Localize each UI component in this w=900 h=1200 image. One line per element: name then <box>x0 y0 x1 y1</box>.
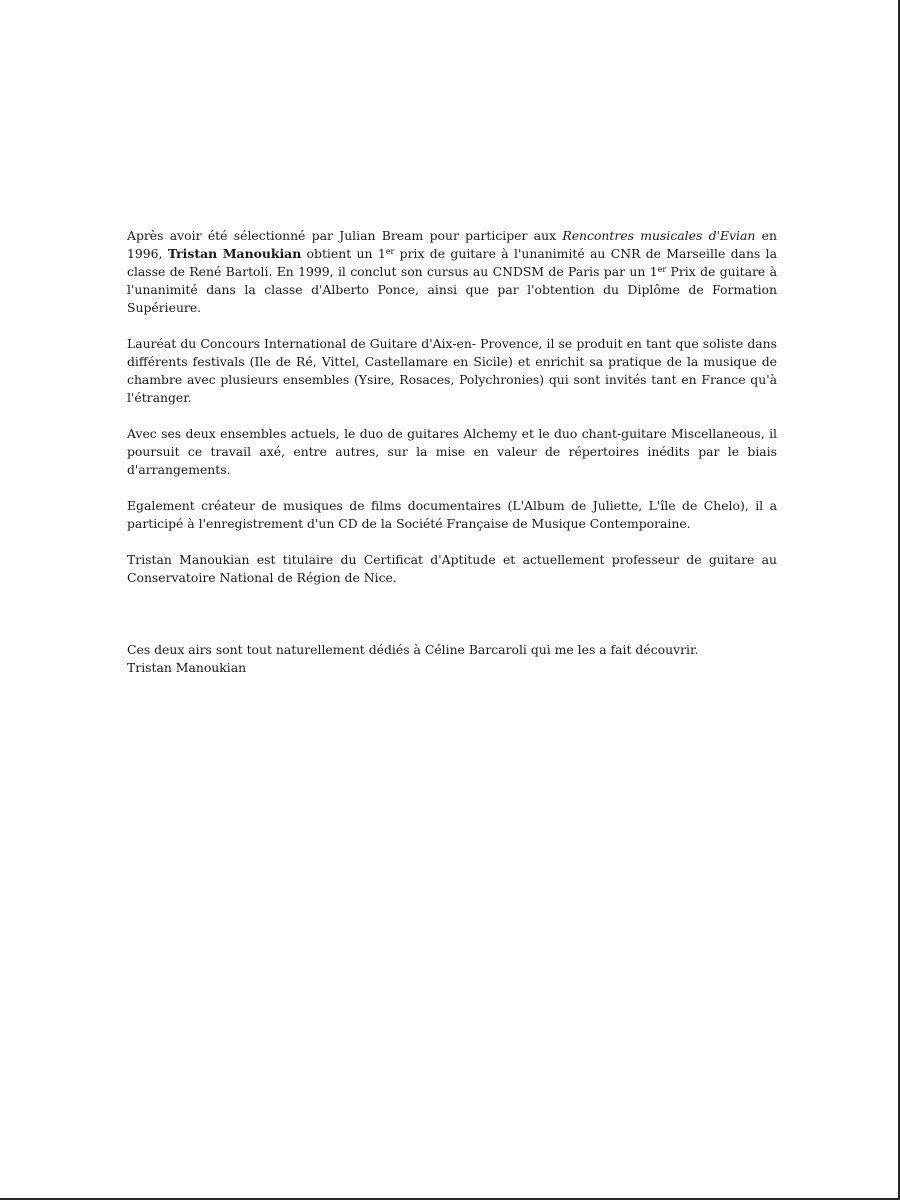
biography-section <box>127 227 777 587</box>
biography-paragraph-3: Avec ses deux ensembles actuels, le duo de guitares Alchemy et le duo chant-guitare Miscellaneous, il poursuit ce travail axé, entre autres, sur la mise en valeur de répertoires inédits par le biais d'arrangements. <box>127 426 777 477</box>
biography-paragraph-2: Lauréat du Concours International de Guitare d'Aix-en- Provence, il se produit en tant que soliste dans différents festivals (Ile de Ré, Vittel, Castellamare en Sicile) et enrichit sa pratique de la musique de chambre avec plusieurs ensembles (Ysire, Rosaces, Polychronies) qui sont invités tant en France qu'à l'étranger. <box>127 336 777 405</box>
dedication-text: Ces deux airs sont tout naturellement dédiés à Céline Barcaroli qui me les a fait découvrir. <box>127 642 699 657</box>
biography-paragraph-5: Tristan Manoukian est titulaire du Certificat d'Aptitude et actuellement professeur de guitare au Conservatoire National de Région de Nice. <box>127 552 777 585</box>
ordinal-superscript: er <box>657 265 667 274</box>
ordinal-superscript: er <box>385 247 395 256</box>
text-run: Après avoir été sélectionné par Julian Bream pour participer aux <box>127 228 563 243</box>
text-run: obtient un 1 <box>301 246 386 261</box>
dedication-section <box>127 641 777 677</box>
artist-name: Tristan Manoukian <box>167 246 302 261</box>
text-run: Prix de guitare à l'unanimité dans la classe d'Alberto Ponce, ainsi que par l'obtention du Diplôme de Formation Supérieure. <box>127 264 777 315</box>
event-title: Rencontres musicales d'Evian <box>562 228 756 243</box>
text-run: en 1996, <box>127 228 777 261</box>
biography-paragraph-4: Egalement créateur de musiques de films documentaires (L'Album de Juliette, L'île de Chelo), il a participé à l'enregistrement d'un CD de la Société Française de Musique Contemporaine. <box>127 498 777 531</box>
signature: Tristan Manoukian <box>127 660 247 675</box>
text-run: prix de guitare à l'unanimité au CNR de Marseille dans la classe de René Bartoli. En 1999, il conclut son cursus au CNDSM de Paris par un 1 <box>127 246 777 279</box>
biography-paragraph-1 <box>127 227 777 317</box>
